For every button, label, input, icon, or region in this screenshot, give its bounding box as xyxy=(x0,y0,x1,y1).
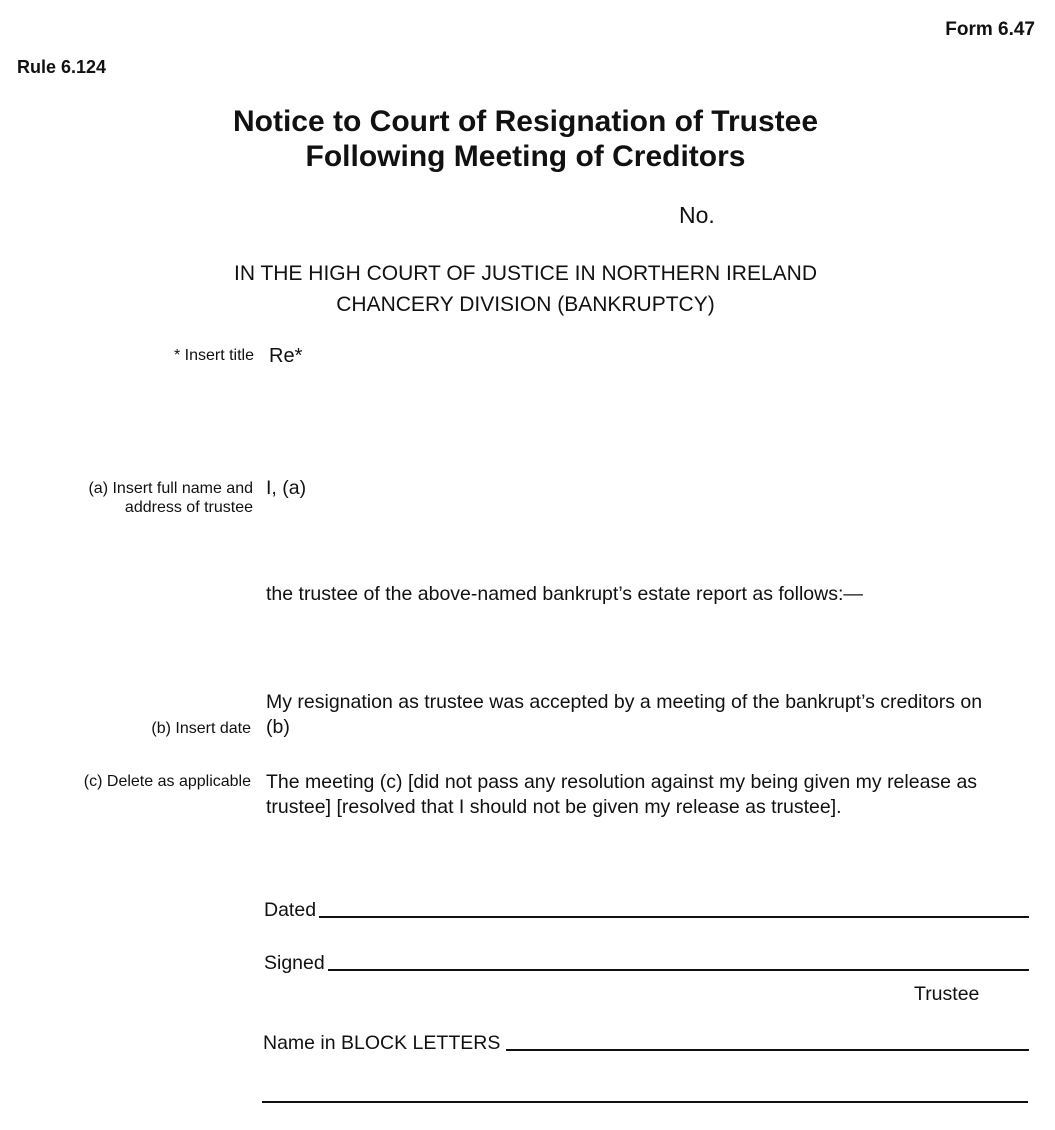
dated-row xyxy=(264,899,1029,922)
case-number-label: No. xyxy=(679,202,715,228)
title-line-1: Notice to Court of Resignation of Trustee xyxy=(232,105,818,138)
margin-note-delete: (c) Delete as applicable xyxy=(83,773,251,790)
page-title xyxy=(0,104,1055,174)
trustee-caption: Trustee xyxy=(914,983,980,1005)
trustee-report-text: the trustee of the above-named bankrupt’s estate report as follows:— xyxy=(266,583,863,605)
re-label: Re* xyxy=(269,345,303,367)
form-number: Form 6.47 xyxy=(945,19,1035,40)
name-row xyxy=(263,1032,1029,1055)
name-continuation-line[interactable] xyxy=(262,1101,1028,1103)
title-line-2: Following Meeting of Creditors xyxy=(305,140,746,173)
meeting-resolution-text: The meeting (c) [did not pass any resolution against my being given my release as trustee] [resolved that I should not be given my release as trustee]. xyxy=(266,771,978,818)
rule-number: Rule 6.124 xyxy=(17,57,107,77)
dated-label: Dated xyxy=(264,899,317,921)
name-label: Name in BLOCK LETTERS xyxy=(263,1032,501,1054)
dated-line[interactable] xyxy=(319,915,1029,918)
resignation-date-label: (b) xyxy=(266,716,290,738)
court-line-2: CHANCERY DIVISION (BANKRUPTCY) xyxy=(336,293,715,316)
trustee-name-label: I, (a) xyxy=(266,477,307,499)
signature-line[interactable] xyxy=(328,968,1029,971)
court-heading xyxy=(0,258,1055,320)
margin-note-title: * Insert title xyxy=(173,347,254,364)
margin-note-trustee-line-1: (a) Insert full name and xyxy=(88,480,253,497)
signed-row xyxy=(264,952,1029,975)
signed-label: Signed xyxy=(264,952,325,974)
margin-note-trustee-line-2: address of trustee xyxy=(124,499,253,516)
resignation-text: My resignation as trustee was accepted by a meeting of the bankrupt’s creditors on xyxy=(266,691,983,713)
margin-note-date: (b) Insert date xyxy=(151,720,251,737)
margin-note-trustee xyxy=(13,479,253,517)
name-line[interactable] xyxy=(506,1048,1029,1051)
court-line-1: IN THE HIGH COURT OF JUSTICE IN NORTHERN IRELAND xyxy=(233,262,817,285)
